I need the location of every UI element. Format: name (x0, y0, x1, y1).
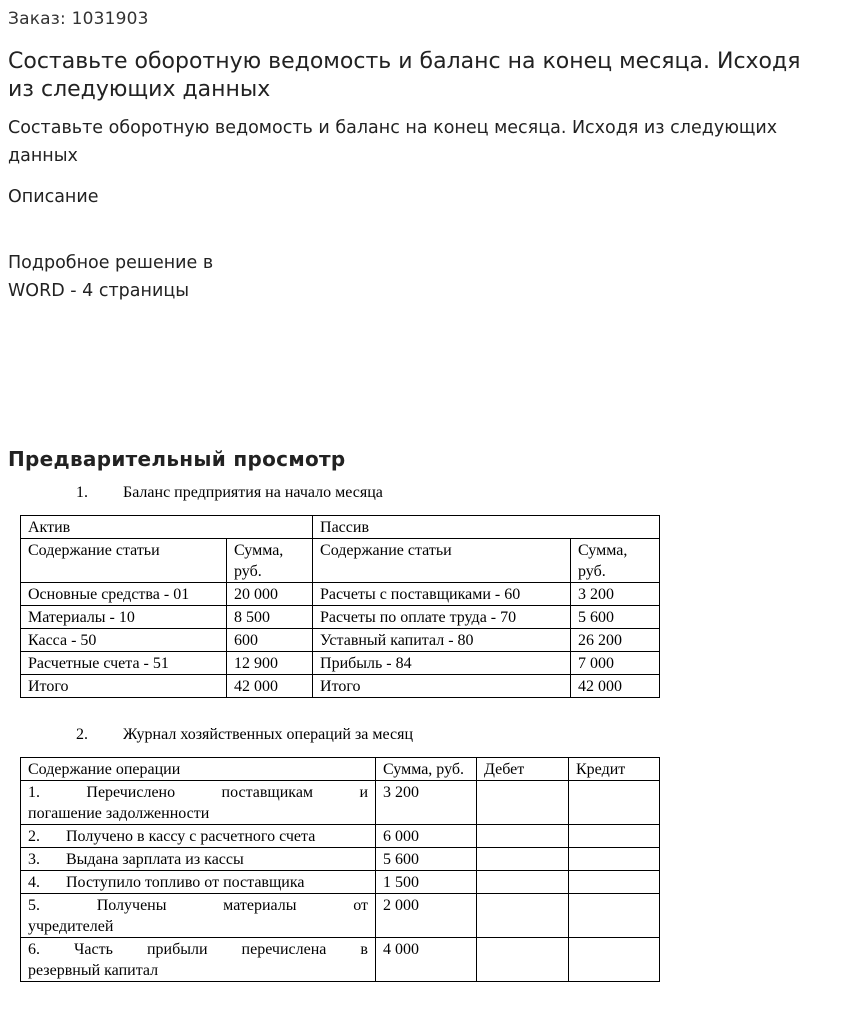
table-cell: Расчеты по оплате труда - 70 (313, 606, 571, 629)
description-line: Подробное решение в (8, 253, 214, 273)
description-text (8, 249, 308, 305)
table-row (21, 871, 660, 894)
operation-cell (21, 781, 376, 825)
table-cell: Итого (313, 675, 571, 698)
table-cell: Основные средства - 01 (21, 583, 227, 606)
preview-heading: Предварительный просмотр (8, 447, 346, 471)
order-number: Заказ: 1031903 (8, 9, 149, 29)
table-cell: 5 600 (571, 606, 660, 629)
table-cell: 1 500 (376, 871, 477, 894)
section-title: Журнал хозяйственных операций за месяц (123, 726, 414, 743)
table-cell: 12 900 (227, 652, 313, 675)
column-header: Сумма, руб. (376, 758, 477, 781)
liabilities-header: Пассив (313, 516, 660, 539)
column-header: Содержание статьи (21, 539, 227, 583)
table-cell: Расчетные счета - 51 (21, 652, 227, 675)
operation-text: Выдана зарплата из кассы (66, 851, 244, 868)
credit-cell (569, 938, 660, 982)
table-cell: 6 000 (376, 825, 477, 848)
debit-cell (477, 781, 569, 825)
operation-cell (21, 848, 376, 871)
table-row (21, 583, 660, 606)
operation-cell (21, 825, 376, 848)
operation-word: и (359, 784, 368, 801)
table-cell: Уставный капитал - 80 (313, 629, 571, 652)
section-number: 1. (76, 484, 88, 501)
table-row (21, 539, 660, 583)
table-cell: Расчеты с поставщиками - 60 (313, 583, 571, 606)
operation-number: 6. (28, 941, 40, 958)
description-label: Описание (8, 187, 99, 207)
table-row (21, 652, 660, 675)
section-title: Баланс предприятия на начало месяца (123, 484, 383, 501)
table-row (21, 758, 660, 781)
credit-cell (569, 871, 660, 894)
operation-word: поставщикам (221, 784, 314, 801)
operation-continuation: резервный капитал (28, 962, 159, 979)
debit-cell (477, 825, 569, 848)
table-cell: 3 200 (376, 781, 477, 825)
column-header: Сумма, руб. (227, 539, 313, 583)
table-row (21, 938, 660, 982)
operation-word: в (360, 941, 368, 958)
operations-journal-table (20, 757, 660, 982)
table-row (21, 606, 660, 629)
table-row (21, 825, 660, 848)
table-row (21, 848, 660, 871)
assets-header: Актив (21, 516, 313, 539)
debit-cell (477, 938, 569, 982)
column-header: Содержание статьи (313, 539, 571, 583)
operation-cell (21, 938, 376, 982)
table-row (21, 516, 660, 539)
table-row (21, 675, 660, 698)
debit-cell (477, 871, 569, 894)
table-row (21, 894, 660, 938)
table-row (21, 781, 660, 825)
operation-word: от (353, 897, 368, 914)
table-row (21, 629, 660, 652)
column-header: Дебет (477, 758, 569, 781)
table-cell: 8 500 (227, 606, 313, 629)
operation-continuation: учредителей (28, 918, 114, 935)
table-cell: 42 000 (227, 675, 313, 698)
operation-line (28, 782, 368, 803)
table-cell: Материалы - 10 (21, 606, 227, 629)
table-cell: Прибыль - 84 (313, 652, 571, 675)
column-header: Сумма, руб. (571, 539, 660, 583)
column-header: Содержание операции (21, 758, 376, 781)
table-cell: Итого (21, 675, 227, 698)
column-header: Кредит (569, 758, 660, 781)
credit-cell (569, 894, 660, 938)
table-cell: 26 200 (571, 629, 660, 652)
operation-number: 4. (28, 874, 40, 891)
page-title: Составьте оборотную ведомость и баланс на конец месяца. Исходя из следующих данных (8, 49, 801, 102)
debit-cell (477, 894, 569, 938)
credit-cell (569, 781, 660, 825)
table-cell: 7 000 (571, 652, 660, 675)
credit-cell (569, 825, 660, 848)
operation-word: Часть (74, 941, 113, 958)
operation-word: материалы (223, 897, 297, 914)
table-cell: 600 (227, 629, 313, 652)
operation-number: 5. (28, 897, 40, 914)
operation-number: 2. (28, 828, 40, 845)
operation-line (28, 939, 368, 960)
operation-word: Перечислено (86, 784, 176, 801)
table-cell: 3 200 (571, 583, 660, 606)
section-number: 2. (76, 726, 88, 743)
operation-word: перечислена (241, 941, 327, 958)
table-cell: 42 000 (571, 675, 660, 698)
table-cell: 4 000 (376, 938, 477, 982)
table-cell: 20 000 (227, 583, 313, 606)
table-cell: 2 000 (376, 894, 477, 938)
page-subtitle: Составьте оборотную ведомость и баланс на конец месяца. Исходя из следующих данных (8, 118, 778, 166)
table-cell: Касса - 50 (21, 629, 227, 652)
operation-text: Получено в кассу с расчетного счета (66, 828, 316, 845)
operation-text: Поступило топливо от поставщика (66, 874, 305, 891)
operation-continuation: погашение задолженности (28, 805, 210, 822)
operation-number: 1. (28, 784, 40, 801)
balance-table (20, 515, 660, 698)
operation-cell (21, 871, 376, 894)
operation-line (28, 895, 368, 916)
debit-cell (477, 848, 569, 871)
operation-word: Получены (96, 897, 167, 914)
operation-word: прибыли (146, 941, 208, 958)
credit-cell (569, 848, 660, 871)
description-line: WORD - 4 страницы (8, 281, 190, 301)
operation-number: 3. (28, 851, 40, 868)
operation-cell (21, 894, 376, 938)
table-cell: 5 600 (376, 848, 477, 871)
